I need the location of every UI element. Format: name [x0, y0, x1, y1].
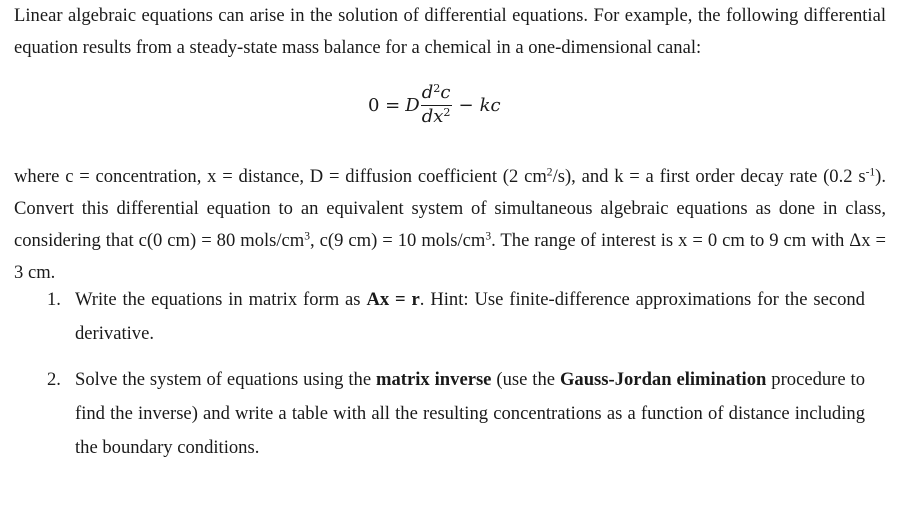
- second-derivative-fraction: [421, 83, 452, 127]
- intro-paragraph: Linear algebraic equations can arise in the solution of differential equations. For example, the following differential equation results from a steady-state mass balance for a chemical in a one-dimensional canal:: [14, 5, 886, 58]
- list-item-text: Write the equations in matrix form as Ax = r. Hint: Use finite-difference approximations for the second derivative.: [75, 289, 865, 344]
- equation-diffusion-coef: D: [405, 94, 420, 116]
- fraction-denominator: $dx^2$: [421, 105, 451, 127]
- equation-decay-term: kc: [479, 94, 501, 116]
- list-item-number: 2.: [47, 369, 61, 390]
- list-item-text: Solve the system of equations using the matrix inverse (use the Gauss-Jordan elimination procedure to find the inverse) and write a table with all the resulting concentrations as a function of distance including the boundary conditions.: [75, 369, 866, 458]
- fraction-numerator: $d^2c$: [421, 81, 451, 103]
- equation-lhs: 0 =: [368, 94, 401, 116]
- description-paragraph: where c = concentration, x = distance, D = diffusion coefficient (2 $cm^2/s$), and k = a first order decay rate (0.2 $s^{-1}$). Convert this differential equation to an equivalent system of simultaneous algebraic equations as done in class, considering that c(0 cm) = 80 mols/$cm^3$, c(9 cm) = 10 mols/$cm^3$. The range of interest is x = 0 cm to 9 cm with Δx = 3 cm.: [14, 166, 886, 283]
- differential-equation: [368, 76, 501, 134]
- equation-minus: −: [458, 94, 474, 116]
- list-item-number: 1.: [47, 289, 61, 310]
